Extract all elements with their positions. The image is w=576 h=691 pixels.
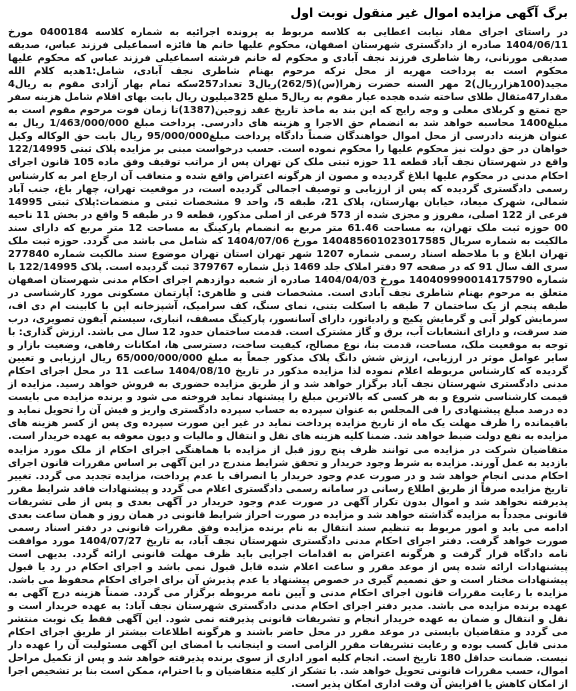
notice-body: در راستای اجرای مفاد نیابت اعطایی به کلاسه مربوط به پرونده اجرائیه به شماره کلاسه 0400184 مورخ 1404/06/11 صادره از دادگستری شهرستان اصفهان، محکوم علیها خانم ها فائزه اسماعیلی فرزند عباس، صدیقه صدیقی مورنانی، رها شاطری فرزند نجف آبادی و محکوم له خانم فرشته اسماعیلی فرزند عباس که محکوم علیها محکوم است به پرداخت مهریه از محل ترکه مرحوم بهنام شاطری نجف آبادی، شامل:1هدیه کلام الله مجید(100هزارریال)2 مهر السنه حضرت زهرا(س)(262/5)ریال3 تعداد257سکه تمام بهار آزادی مقوم به ریال4 مقدار47مثقال طلای ساخته شده هجده عیار مقوم به ریال5 مبلغ 325میلیون ریال بابت بهای اقلام شامل هزینه سفر حج تمتع و کربلای معلی و وجه رایج که این بند به ماخذ تاریخ عقد زوجین(1387)تا زمان فوت مرحوم مقوم است به مبلغ1400 محاسبه خواهد شد به انضمام حق الاجرا و هزینه های دادرسی. پرداخت مبلغ 1/463/000/000 ریال به عنوان هزینه دادرسی از محل اموال خواهندگان ضمناً دادگاه پرداخت مبلغ95/000/000 ریال بابت حق الوکاله وکیل خواهان در حق دولت نیز محکوم علیها را محکوم نموده است. حسب درخواست مبنی بر مزایده پلاک ثبتی 122/14995 واقع در شهرستان نجف آباد قطعه 11 حوزه ثبتی ملک کن تهران پس از مراتب توقیف وفق ماده 105 قانون اجرای احکام مدنی در محکوم علیها ابلاغ گردیده و مصون از هرگونه اعتراض واقع شده و متعاقب آن ارجاع امر به کارشناس رسمی دادگستری گردیده که پس از ارزیابی و توصیف اجمالی گردیده است، در موقعیت تهران، چهار باغ، جنب آباد شمالی، شهرک میعاد، خیابان بهارستان، پلاک 21، طبقه 5، واحد 9 مشخصات ثبتی و منضمات:پلاک ثبتی 14995 فرعی از 122 اصلی، مفروز و مجزی شده از 573 فرعی از اصلی مذکور، قطعه 9 در طبقه 5 واقع در بخش 11 ناحیه 00 حوزه ثبت ملک تهران، به مساحت 61.46 متر مربع به انضمام پارکینگ به مساحت 12 متر مربع که دارای سند مالکیت به شماره سریال 140485601023017585 مورخ 1404/07/06 که شامل می باشد می گردد. حوزه ثبت ملک تهران ابلاغ و با ملاحظه اسناد رسمی شماره 1207 شهر تهران استان تهران موضوع سند مالکیت شماره 277840 سری الف سال 91 که در صفحه 97 دفتر املاک جلد 1469 ذیل شماره 379767 ثبت گردیده است. پلاک 122/14995 با شماره 140409990014175790 مورخ 1404/04/03 صادره از شعبه دوازدهم اجرای احکام مدنی شهرستان اصفهان متعلق به مرحوم بهنام شاطری نجف آبادی است. مشخصات فنی و ظاهری: آپارتمان مسکونی مورد کارشناسی در طبقه پنجم از یک ساختمان 7 طبقه با اسکلت بتنی، نمای سنگ، کف سرامیک، آشپزخانه اپن با کابینت ام دی اف، سرمایش کولر آبی و گرمایش پکیج و رادیاتور، دارای آسانسور، پارکینگ مسقف، انباری، سیستم آیفون تصویری، درب ضد سرقت، و دارای انشعابات آب، برق و گاز مشترک است. قدمت ساختمان حدود 12 سال می باشد. ارزش گذاری: با توجه به موقعیت ملک، مساحت، قدمت بنا، نوع مصالح، کیفیت ساخت، دسترسی ها، امکانات رفاهی، وضعیت بازار و سایر عوامل موثر در ارزیابی، ارزش شش دانگ پلاک مذکور جمعاً به مبلغ 65/000/000/000 ریال ارزیابی و تعیین گردیده که کارشناس مربوطه اعلام نموده لذا مزایده مذکور در تاریخ 1404/08/10 ساعت 11 در محل اجرای احکام مدنی دادگستری شهرستان نجف آباد برگزار خواهد شد و از طریق مزایده حضوری به فروش خواهد رسید. مزایده از قیمت کارشناسی شروع و به هر کسی که بالاترین مبلغ را پیشنهاد نماید فروخته می شود و برنده مزایده می بایست ده درصد مبلغ پیشنهادی را فی المجلس به عنوان سپرده به حساب سپرده دادگستری واریز و فیش آن را تحویل نماید و باقیمانده را ظرف مهلت یک ماه از تاریخ مزایده پرداخت نماید در غیر این صورت سپرده وی پس از کسر هزینه های مزایده به نفع دولت ضبط خواهد شد. ضمنا کلیه هزینه های نقل و انتقال و مالیات و دیون معوقه به عهده خریدار است. متقاضیان شرکت در مزایده می توانند ظرف پنج روز قبل از مزایده با هماهنگی اجرای احکام از ملک مورد مزایده بازدید به عمل آورند. مزایده به شرط وجود خریدار و تحقق شرایط مندرج در این آگهی بر اساس مقررات قانون اجرای احکام مدنی انجام خواهد شد و در صورت عدم وجود خریدار یا انصراف یا عدم پرداخت، مزایده تجدید می گردد. تغییر تاریخ مزایده صرفاً از طریق اطلاع رسانی در سامانه رسمی دادگستری اعلام می گردد و پیشنهادات فاقد شرایط مقرر پذیرفته نخواهد شد و اموال بدون تکرار آگهی در صورت عدم وجود خریدار در آگهی بعدی و پس از طی تشریفات قانونی مجدداً به مزایده گذاشته خواهد شد و مزایده در صورت احراز شرایط قانونی در همان روز و همان ساعت بعدی ادامه می یابد و امور مربوط به تنظیم سند انتقال به نام برنده مزایده وفق مقررات قانونی در دفتر اسناد رسمی صورت خواهد گرفت. دفتر اجرای احکام مدنی دادگستری شهرستان نجف آباد، به تاریخ 1404/07/27 مورد موافقت نامه دادگاه قرار گرفت و هرگونه اعتراض به اقدامات اجرایی باید ظرف مهلت قانونی ارائه گردد. بدیهی است پیشنهادات ارائه شده پس از موعد مقرر و ساعت اعلام شده قابل قبول نمی باشد و اجرای احکام در رد یا قبول پیشنهادات مختار است و حق تصمیم گیری در خصوص پیشنهاد یا عدم پذیرش آن برای اجرای احکام محفوظ می باشد. مزایده با رعایت مقررات قانون اجرای احکام مدنی و آیین نامه مربوطه برگزار می گردد. ضمناً هزینه درج آگهی به عهده برنده مزایده می باشد. مدیر دفتر اجرای احکام مدنی دادگستری شهرستان نجف آباد: به عهده خریدار است و نقل و انتقال و ضمان به عهده خریدار انجام و تشریفات قانونی پذیرفته نمی شود. این آگهی فقط یک نوبت منتشر می گردد و متقاضیان بایستی در موعد مقرر در محل حاضر باشند و هرگونه اطلاعات بیشتر از طریق اجرای احکام مدنی قابل کسب بوده و رعایت تشریفات مقرر الزامی است و اینجانب با امضای این آگهی مسئولیت آن را عهده دار نیست. ضمانت حداقل 180 تاریخ است. انجام کلیه امور اداری از سوی برنده پذیرفته خواهد شد و پس از تکمیل مراحل اموال، حسب مقررات قانونی تحویل خواهد شد. با تشکر از کلیه متقاضیان و با احترام، ممکن است بنا بر تشخیص اجرا از امکان کاهش یا افزایش آن وقت اداری امکان پذیر است. [8,27,569,691]
notice-title: برگ آگهی مزایده اموال غیر منقول نوبت اول [290,5,568,20]
